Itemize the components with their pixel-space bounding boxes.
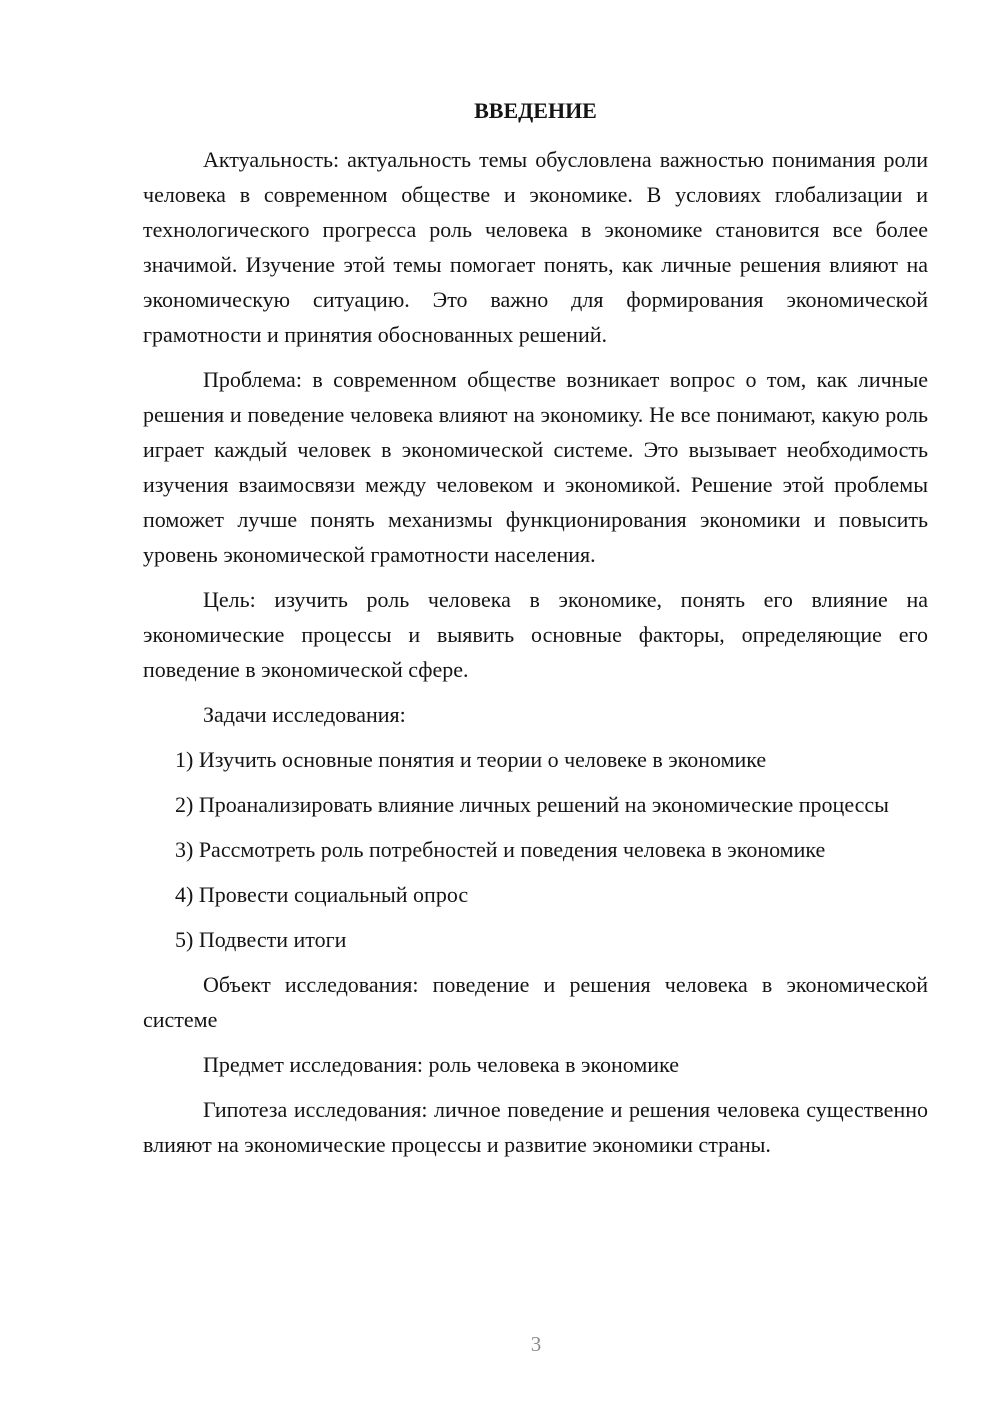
- problem-paragraph: Проблема: в современном обществе возникает вопрос о том, как личные решения и поведение человека влияют на экономику. Не все понимают, какую роль играет каждый человек в экономической системе. Это вызывает необходимость изучения взаимосвязи между человеком и экономикой. Решение этой проблемы поможет лучше понять механизмы функционирования экономики и повысить уровень экономической грамотности населения.: [143, 367, 928, 567]
- section-title: ВВЕДЕНИЕ: [474, 98, 597, 123]
- object-paragraph: Объект исследования: поведение и решения человека в экономической системе: [143, 972, 928, 1032]
- subject-paragraph: Предмет исследования: роль человека в экономике: [203, 1052, 679, 1077]
- hypothesis-paragraph: Гипотеза исследования: личное поведение и решения человека существенно влияют на экономические процессы и развитие экономики страны.: [143, 1097, 928, 1157]
- document-body: [143, 93, 928, 1172]
- task-item-2: 2) Проанализировать влияние личных решений на экономические процессы: [175, 792, 889, 817]
- page-number: 3: [530, 1332, 542, 1356]
- relevance-paragraph: Актуальность: актуальность темы обусловлена важностью понимания роли человека в современном обществе и экономике. В условиях глобализации и технологического прогресса роль человека в экономике становится все более значимой. Изучение этой темы помогает понять, как личные решения влияют на экономическую ситуацию. Это важно для формирования экономической грамотности и принятия обоснованных решений.: [143, 147, 928, 347]
- task-item-5: 5) Подвести итоги: [175, 927, 347, 952]
- task-item-1: 1) Изучить основные понятия и теории о человеке в экономике: [175, 747, 767, 772]
- goal-paragraph: Цель: изучить роль человека в экономике, понять его влияние на экономические процессы и выявить основные факторы, определяющие его поведение в экономической сфере.: [143, 587, 928, 682]
- tasks-heading: Задачи исследования:: [203, 702, 406, 727]
- task-item-3: 3) Рассмотреть роль потребностей и поведения человека в экономике: [175, 837, 826, 862]
- task-item-4: 4) Провести социальный опрос: [175, 882, 469, 907]
